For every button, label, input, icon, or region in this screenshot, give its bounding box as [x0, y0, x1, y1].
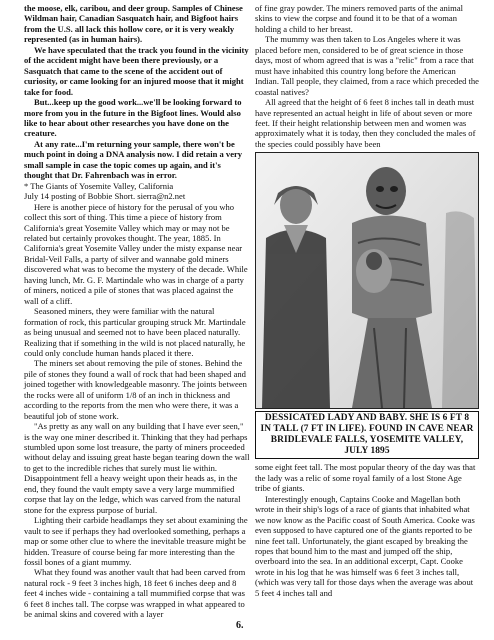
paragraph: "As pretty as any wall on any building that I have ever seen," is the way one miner described it. Thinking that they had perhaps stumbled upon some lost treasure, the party of miners proceeded without delay and issuing great haste began tearing down the wall to get to the incredible riches that surely must lie within. Disappointment fell a heavy weight upon their heads as, in the end, they found the vault empty save a very large mummified corpse that lay on the ledge, which was carved from the natural stone for the express purpose of burial.: [24, 421, 250, 515]
paragraph: Interestingly enough, Captains Cooke and Magellan both wrote in their ship's logs of a race of giants that inhabited what we now know as the Pacific coast of South America. Cooke was even supposed to have captured one of the giants reported to be nine feet tall. Unfortunately, the giant escaped by breaking the ropes that bound him to the mast and jumped off the ship, overboard into the sea. In an additional excerpt, Capt. Cooke wrote in his log that he was himself was 6 feet 3 inches tall, (which was very tall for those days when the average was about 5 feet 4 inches tall and: [255, 493, 475, 598]
right-column-top-text: [255, 3, 479, 149]
paragraph: The mummy was then taken to Los Angeles where it was placed before men, considered to be of great science in those days, most of whom agreed that is was a "relic" from a race that must have inhabited this country long before the American Indian. Tall people, they claimed, from a race which preceded the coastal natives?: [255, 34, 479, 97]
paragraph: All agreed that the height of 6 feet 8 inches tall in death must have represented an actual height in life of about seven or more feet. If their height relationship between men and women was approximately what it is today, then they concluded the males of the species could possibly have been: [255, 97, 476, 149]
paragraph: We have speculated that the track you found in the vicinity of the accident might have been there previously, or a Sasquatch that came to the scene of the accident out of curiosity, or came looking for an injured moose that it might take for food.: [24, 44, 249, 97]
mummy-photo: [255, 152, 479, 409]
paragraph: What they found was another vault that had been carved from natural rock - 9 feet 3 inches high, 18 feet 6 inches deep and 8 feet 4 inches wide - containing a tall mummified corpse that was 6 feet 8 inches tall. The corpse was wrapped in what appeared to be animal skins and covered with a layer: [24, 567, 246, 620]
paragraph: At any rate...I'm returning your sample, there won't be much point in doing a DNA analysis now. I did retain a very small sample in case the topic comes up again, and it's thought that Dr. Fahrenbach was in error.: [24, 138, 243, 181]
paragraph: some eight feet tall. The most popular theory of the day was that the lady was a relic of some royal family of a lost Stone Age tribe of giants.: [255, 462, 476, 494]
paragraph: But...keep up the good work...we'll be looking forward to more from you in the future in the Bigfoot lines. Would also like to hear about other researches you have done on the creature.: [24, 97, 242, 139]
right-column: [255, 3, 479, 598]
paragraph: the moose, elk, caribou, and deer group. Samples of Chinese Wildman hair, Canadian Sasquatch hair, and Bigfoot hairs from the U.S. all lack this hollow core, or it is very weakly represented (as in human hairs).: [24, 3, 243, 45]
page-number: 6.: [236, 620, 244, 631]
paragraph: of fine gray powder. The miners removed parts of the animal skins to view the corpse and found it to be that of a woman holding a child to her breast.: [255, 3, 463, 34]
paragraph: The miners set about removing the pile of stones. Behind the pile of stones they found a wall of rock that had been shaped and joined together with knowledgeable masonry. The joints between the rocks were all of uniform 1/8 of an inch in thickness and according to the reports from the men who were there, it was a beautiful job of stone work.: [24, 358, 247, 421]
paragraph: Lighting their carbide headlamps they set about examining the vault to see if perhaps they had overlooked something, perhaps a map or some other clue to where the inevitable treasure might be hidden. Treasure of course being far more interesting than the fossil bones of a giant mummy.: [24, 515, 248, 568]
paragraph: Seasoned miners, they were familiar with the natural formation of rock, this particular grouping struck Mr. Martindale as being unusual and seemed not to have been placed naturally. Realizing that if something in the wild is not placed naturally, he could only conclude human hands placed it there.: [24, 306, 246, 358]
right-column-bottom-text: [255, 462, 479, 598]
left-column: [24, 3, 250, 620]
mummy-photo-illustration: [256, 153, 478, 408]
photo-caption: DESSICATED LADY AND BABY. SHE IS 6 FT 8 IN TALL (7 FT IN LIFE). FOUND IN CAVE NEAR BRIDLEVALE FALLS, YOSEMITE VALLEY, JULY 1895: [255, 411, 479, 459]
paragraph: * The Giants of Yosemite Valley, California: [24, 180, 174, 191]
paragraph: July 14 posting of Bobbie Short. sierra@n2.net: [24, 191, 186, 202]
paragraph: Here is another piece of history for the perusal of you who collect this sort of thing. This time a piece of history from California's great Yosemite Valley which may or may not be related but certainly provokes thought. The year, 1885. In California's great Yosemite Valley under the misty expanse near Bridal-Veil Falls, a party of silver and wannabe gold miners discovered what was to become the mystery of the decade. While having lunch, Mr. G. F. Martindale who was in charge of a party of miners, noticed a pile of stones that was placed against the wall of a cliff.: [24, 201, 248, 306]
